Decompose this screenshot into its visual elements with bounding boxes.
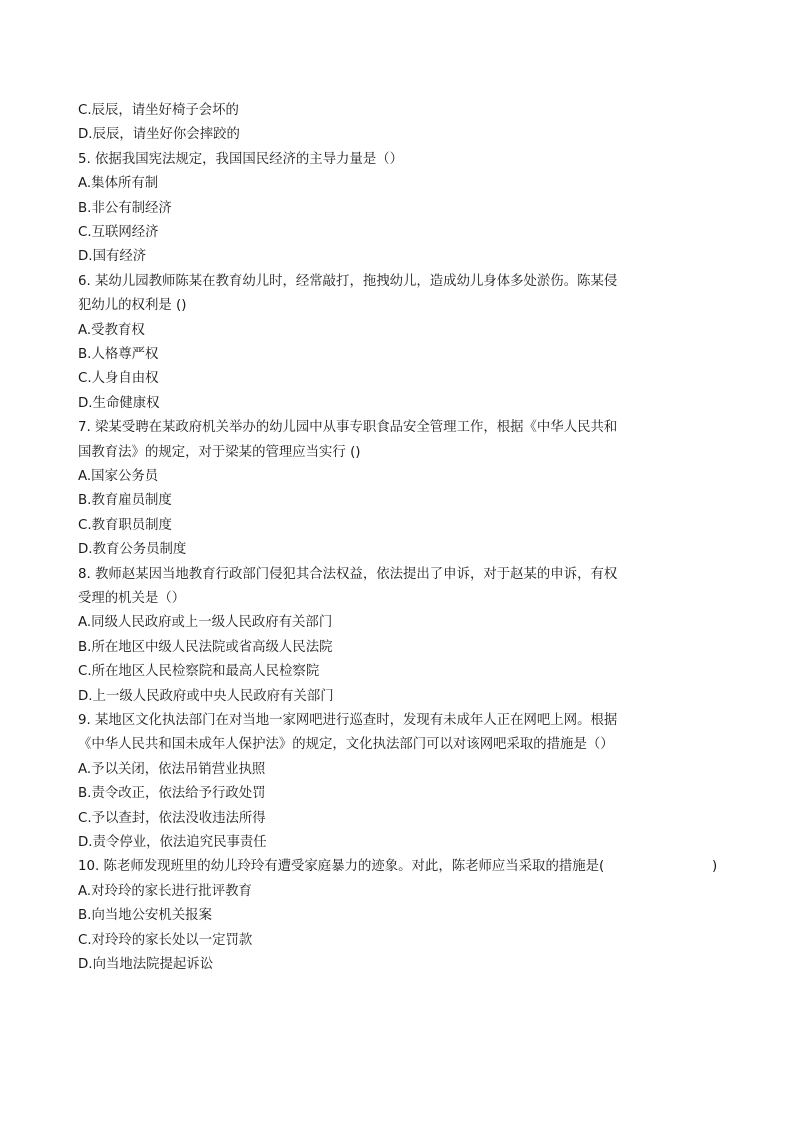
line-text: A.予以关闭，依法吊销营业执照: [78, 762, 266, 777]
line-text: B.教育雇员制度: [78, 493, 172, 508]
line-text: D.国有经济: [78, 249, 147, 264]
text-line: [78, 174, 158, 194]
text-line: [78, 345, 158, 365]
text-line: [78, 150, 403, 170]
line-text: 《中华人民共和国未成年人保护法》的规定，文化执法部门可以对该网吧采取的措施是（）: [78, 737, 614, 752]
text-line: [78, 735, 614, 755]
text-line: [78, 491, 172, 511]
text-line: [78, 394, 160, 414]
line-text: 8. 教师赵某因当地教育行政部门侵犯其合法权益，依法提出了申诉，对于赵某的申诉，有权: [78, 567, 618, 582]
line-text: C.互联网经济: [78, 225, 159, 240]
line-text: 受理的机关是（）: [78, 591, 186, 606]
text-line: [78, 638, 332, 658]
text-line: [78, 784, 266, 804]
line-text: C.辰辰，请坐好椅子会坏的: [78, 103, 239, 118]
text-line: [78, 906, 212, 926]
text-line: [78, 589, 185, 609]
text-line: [78, 516, 172, 536]
line-text: A.对玲玲的家长进行批评教育: [78, 884, 252, 899]
text-line: [78, 687, 334, 707]
text-line: [78, 711, 617, 731]
text-line: [78, 955, 213, 975]
line-text: 10. 陈老师发现班里的幼儿玲玲有遭受家庭暴力的迹象。对此，陈老师应当采取的措施是(: [78, 859, 605, 874]
line-text: D.生命健康权: [78, 396, 160, 411]
text-line: [78, 296, 186, 316]
line-text: D.辰辰，请坐好你会摔跤的: [78, 127, 240, 142]
line-text: 犯幼儿的权利是 (): [78, 298, 187, 313]
text-line: [78, 857, 718, 877]
line-text: C.予以查封，依法没收违法所得: [78, 811, 266, 826]
line-text: C.教育职员制度: [78, 518, 172, 533]
text-line: [78, 662, 319, 682]
line-text: D.责令停业，依法追究民事责任: [78, 835, 267, 850]
line-text: A.集体所有制: [78, 176, 159, 191]
line-text: C.对玲玲的家长处以一定罚款: [78, 933, 253, 948]
text-line: [78, 931, 252, 951]
text-line: [78, 467, 158, 487]
text-line: [78, 247, 146, 267]
text-line: [78, 540, 186, 560]
text-line: [78, 833, 267, 853]
line-text: B.所在地区中级人民法院或省高级人民法院: [78, 640, 333, 655]
text-line: [78, 199, 172, 219]
line-text: B.非公有制经济: [78, 201, 172, 216]
line-text: A.同级人民政府或上一级人民政府有关部门: [78, 615, 333, 630]
text-line: [78, 369, 159, 389]
text-line: [78, 321, 145, 341]
line-text: B.人格尊严权: [78, 347, 159, 362]
line-text: 5. 依据我国宪法规定，我国国民经济的主导力量是（）: [78, 152, 404, 167]
text-line: [78, 418, 617, 438]
text-line: [78, 809, 266, 829]
line-text: D.上一级人民政府或中央人民政府有关部门: [78, 689, 334, 704]
line-text: C.人身自由权: [78, 371, 159, 386]
answer-paren-close: ): [712, 859, 718, 874]
text-line: [78, 613, 332, 633]
line-text: 9. 某地区文化执法部门在对当地一家网吧进行巡查时，发现有未成年人正在网吧上网。根据: [78, 713, 618, 728]
line-text: 国教育法》的规定，对于梁某的管理应当实行 (): [78, 445, 361, 460]
text-line: [78, 760, 265, 780]
text-line: [78, 223, 159, 243]
text-line: [78, 443, 361, 463]
line-text: 7. 梁某受聘在某政府机关举办的幼儿园中从事专职食品安全管理工作，根据《中华人民共和: [78, 420, 618, 435]
line-text: C.所在地区人民检察院和最高人民检察院: [78, 664, 320, 679]
line-text: B.责令改正，依法给予行政处罚: [78, 786, 266, 801]
line-text: A.国家公务员: [78, 469, 159, 484]
line-text: D.教育公务员制度: [78, 542, 187, 557]
line-text: A.受教育权: [78, 323, 145, 338]
line-text: D.向当地法院提起诉讼: [78, 957, 214, 972]
line-text: B.向当地公安机关报案: [78, 908, 212, 923]
line-text: 6. 某幼儿园教师陈某在教育幼儿时，经常敲打，拖拽幼儿，造成幼儿身体多处淤伤。陈某侵: [78, 274, 618, 289]
text-line: [78, 565, 617, 585]
text-line: [78, 272, 617, 292]
text-line: [78, 101, 239, 121]
text-line: [78, 882, 252, 902]
text-line: [78, 125, 240, 145]
